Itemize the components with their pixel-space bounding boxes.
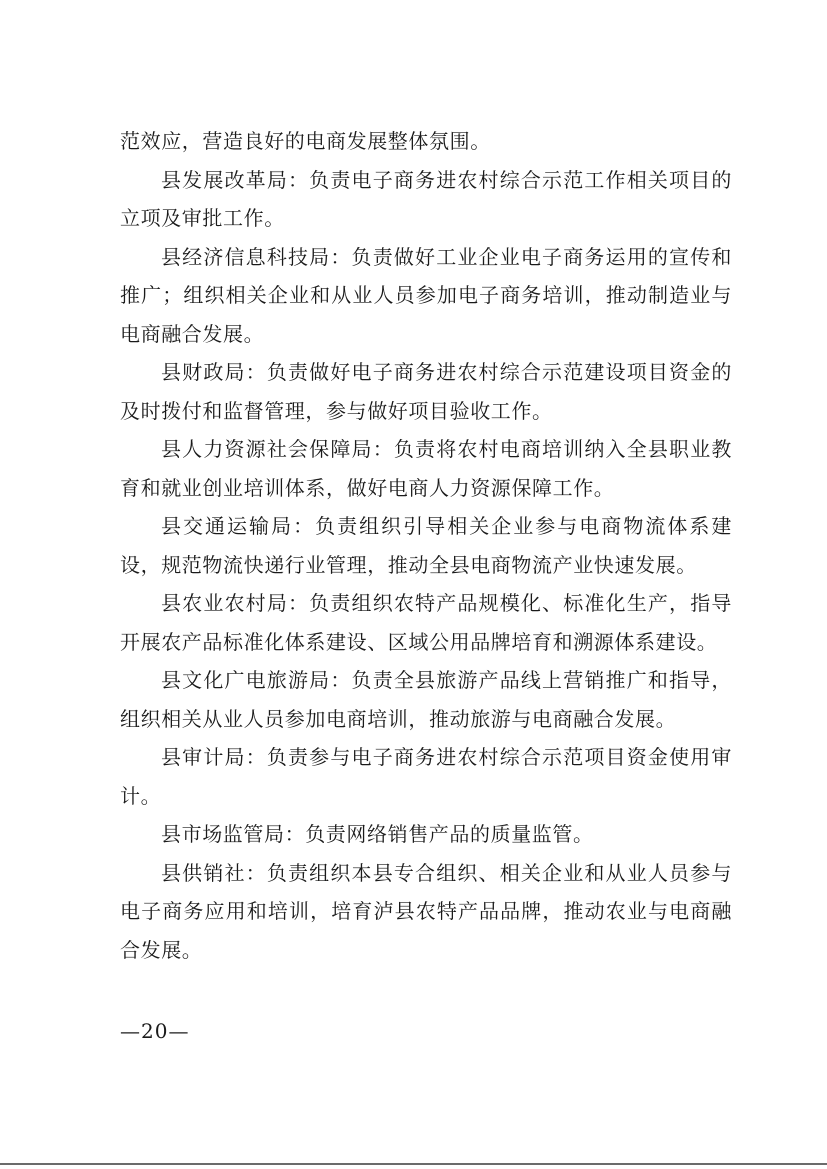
paragraph-agriculture-bureau: 县农业农村局：负责组织农特产品规模化、标准化生产，指导开展农产品标准化体系建设、区域公用品牌培育和溯源体系建设。 (120, 591, 732, 654)
paragraph-continuation: 范效应，营造良好的电商发展整体氛围。 (120, 129, 491, 153)
page-bottom-edge (0, 1163, 827, 1165)
paragraph-supply-marketing-cooperative: 县供销社：负责组织本县专合组织、相关企业和从业人员参与电子商务应用和培训，培育泸县农特产品品牌，推动农业与电商融合发展。 (120, 860, 732, 962)
paragraph-market-supervision-bureau: 县市场监管局：负责网络销售产品的质量监管。 (161, 822, 594, 846)
page-number: —20— (120, 1019, 190, 1043)
paragraph-transport-bureau: 县交通运输局：负责组织引导相关企业参与电商物流体系建设，规范物流快递行业管理，推动全县电商物流产业快速发展。 (120, 514, 732, 577)
paragraph-development-reform-bureau: 县发展改革局：负责电子商务进农村综合示范工作相关项目的立项及审批工作。 (120, 167, 732, 230)
paragraph-culture-tourism-bureau: 县文化广电旅游局：负责全县旅游产品线上营销推广和指导，组织相关从业人员参加电商培训，推动旅游与电商融合发展。 (120, 668, 732, 731)
paragraph-finance-bureau: 县财政局：负责做好电子商务进农村综合示范建设项目资金的及时拨付和监督管理，参与做好项目验收工作。 (120, 360, 732, 423)
paragraph-human-resources-bureau: 县人力资源社会保障局：负责将农村电商培训纳入全县职业教育和就业创业培训体系，做好电商人力资源保障工作。 (120, 437, 732, 500)
paragraph-audit-bureau: 县审计局：负责参与电子商务进农村综合示范项目资金使用审计。 (120, 745, 732, 808)
paragraph-economy-info-tech-bureau: 县经济信息科技局：负责做好工业企业电子商务运用的宣传和推广；组织相关企业和从业人员参加电子商务培训，推动制造业与电商融合发展。 (120, 244, 732, 346)
document-body (120, 122, 732, 969)
